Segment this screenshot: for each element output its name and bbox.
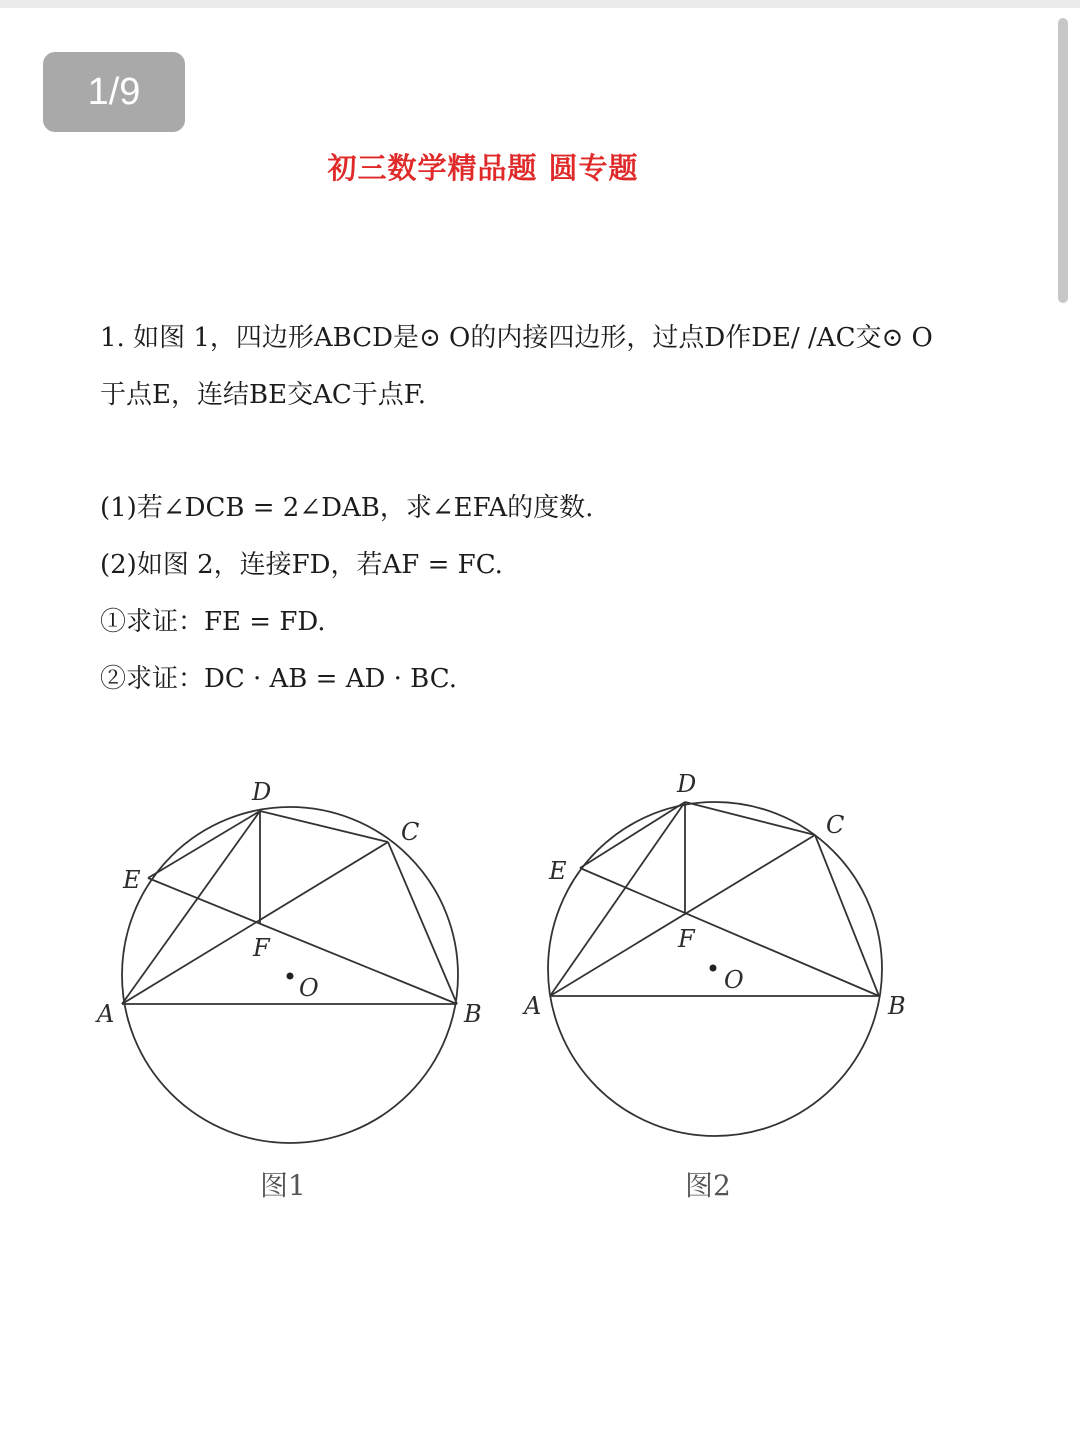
figure-2-label-F: F	[678, 925, 695, 953]
figure-2-label-D: D	[677, 770, 697, 798]
problem-statement-line-1: 1. 如图 1，四边形ABCD是⊙ O的内接四边形，过点D作DE/ /AC交⊙ O	[100, 323, 933, 353]
problem-statement-line-2: 于点E，连结BE交AC于点F.	[100, 380, 426, 410]
figure-1-label-D: D	[252, 778, 272, 806]
figure-2-segment-DC	[685, 802, 815, 835]
figure-2-segment-AD	[550, 802, 685, 996]
figure-1	[90, 760, 490, 1164]
figure-2-caption: 图2	[685, 1169, 731, 1202]
figure-1-center-point	[287, 973, 294, 980]
figure-1-caption: 图1	[260, 1169, 306, 1202]
figure-2-label-E: E	[549, 857, 567, 885]
figure-1-label-B: B	[464, 1000, 482, 1028]
scrollbar-thumb[interactable]	[1058, 18, 1068, 303]
document-title: 初三数学精品题 圆专题	[327, 151, 639, 185]
question-1: (1)若∠DCB = 2∠DAB，求∠EFA的度数.	[100, 493, 594, 523]
figure-2-label-A: A	[524, 992, 542, 1020]
top-status-strip	[0, 0, 1080, 8]
figure-2-diagram	[515, 760, 915, 1160]
figure-2-label-O: O	[724, 966, 744, 994]
figure-1-label-C: C	[401, 818, 420, 846]
question-2: (2)如图 2，连接FD，若AF = FC.	[100, 550, 503, 580]
figure-1-label-O: O	[299, 974, 319, 1002]
figure-2-segment-DE	[580, 802, 685, 868]
figure-1-segment-DE	[148, 811, 260, 878]
figure-1-label-E: E	[123, 866, 141, 894]
figure-1-label-F: F	[253, 934, 270, 962]
figure-2	[515, 760, 915, 1164]
figure-2-center-point	[710, 965, 717, 972]
figure-1-diagram	[90, 760, 490, 1160]
page-indicator-badge: 1/9	[43, 52, 185, 132]
question-2-part-1: ①求证：FE = FD.	[100, 607, 326, 637]
figure-2-label-C: C	[826, 811, 845, 839]
figure-1-label-A: A	[97, 1000, 115, 1028]
question-2-part-2: ②求证：DC · AB = AD · BC.	[100, 664, 457, 694]
figure-2-label-B: B	[888, 992, 906, 1020]
